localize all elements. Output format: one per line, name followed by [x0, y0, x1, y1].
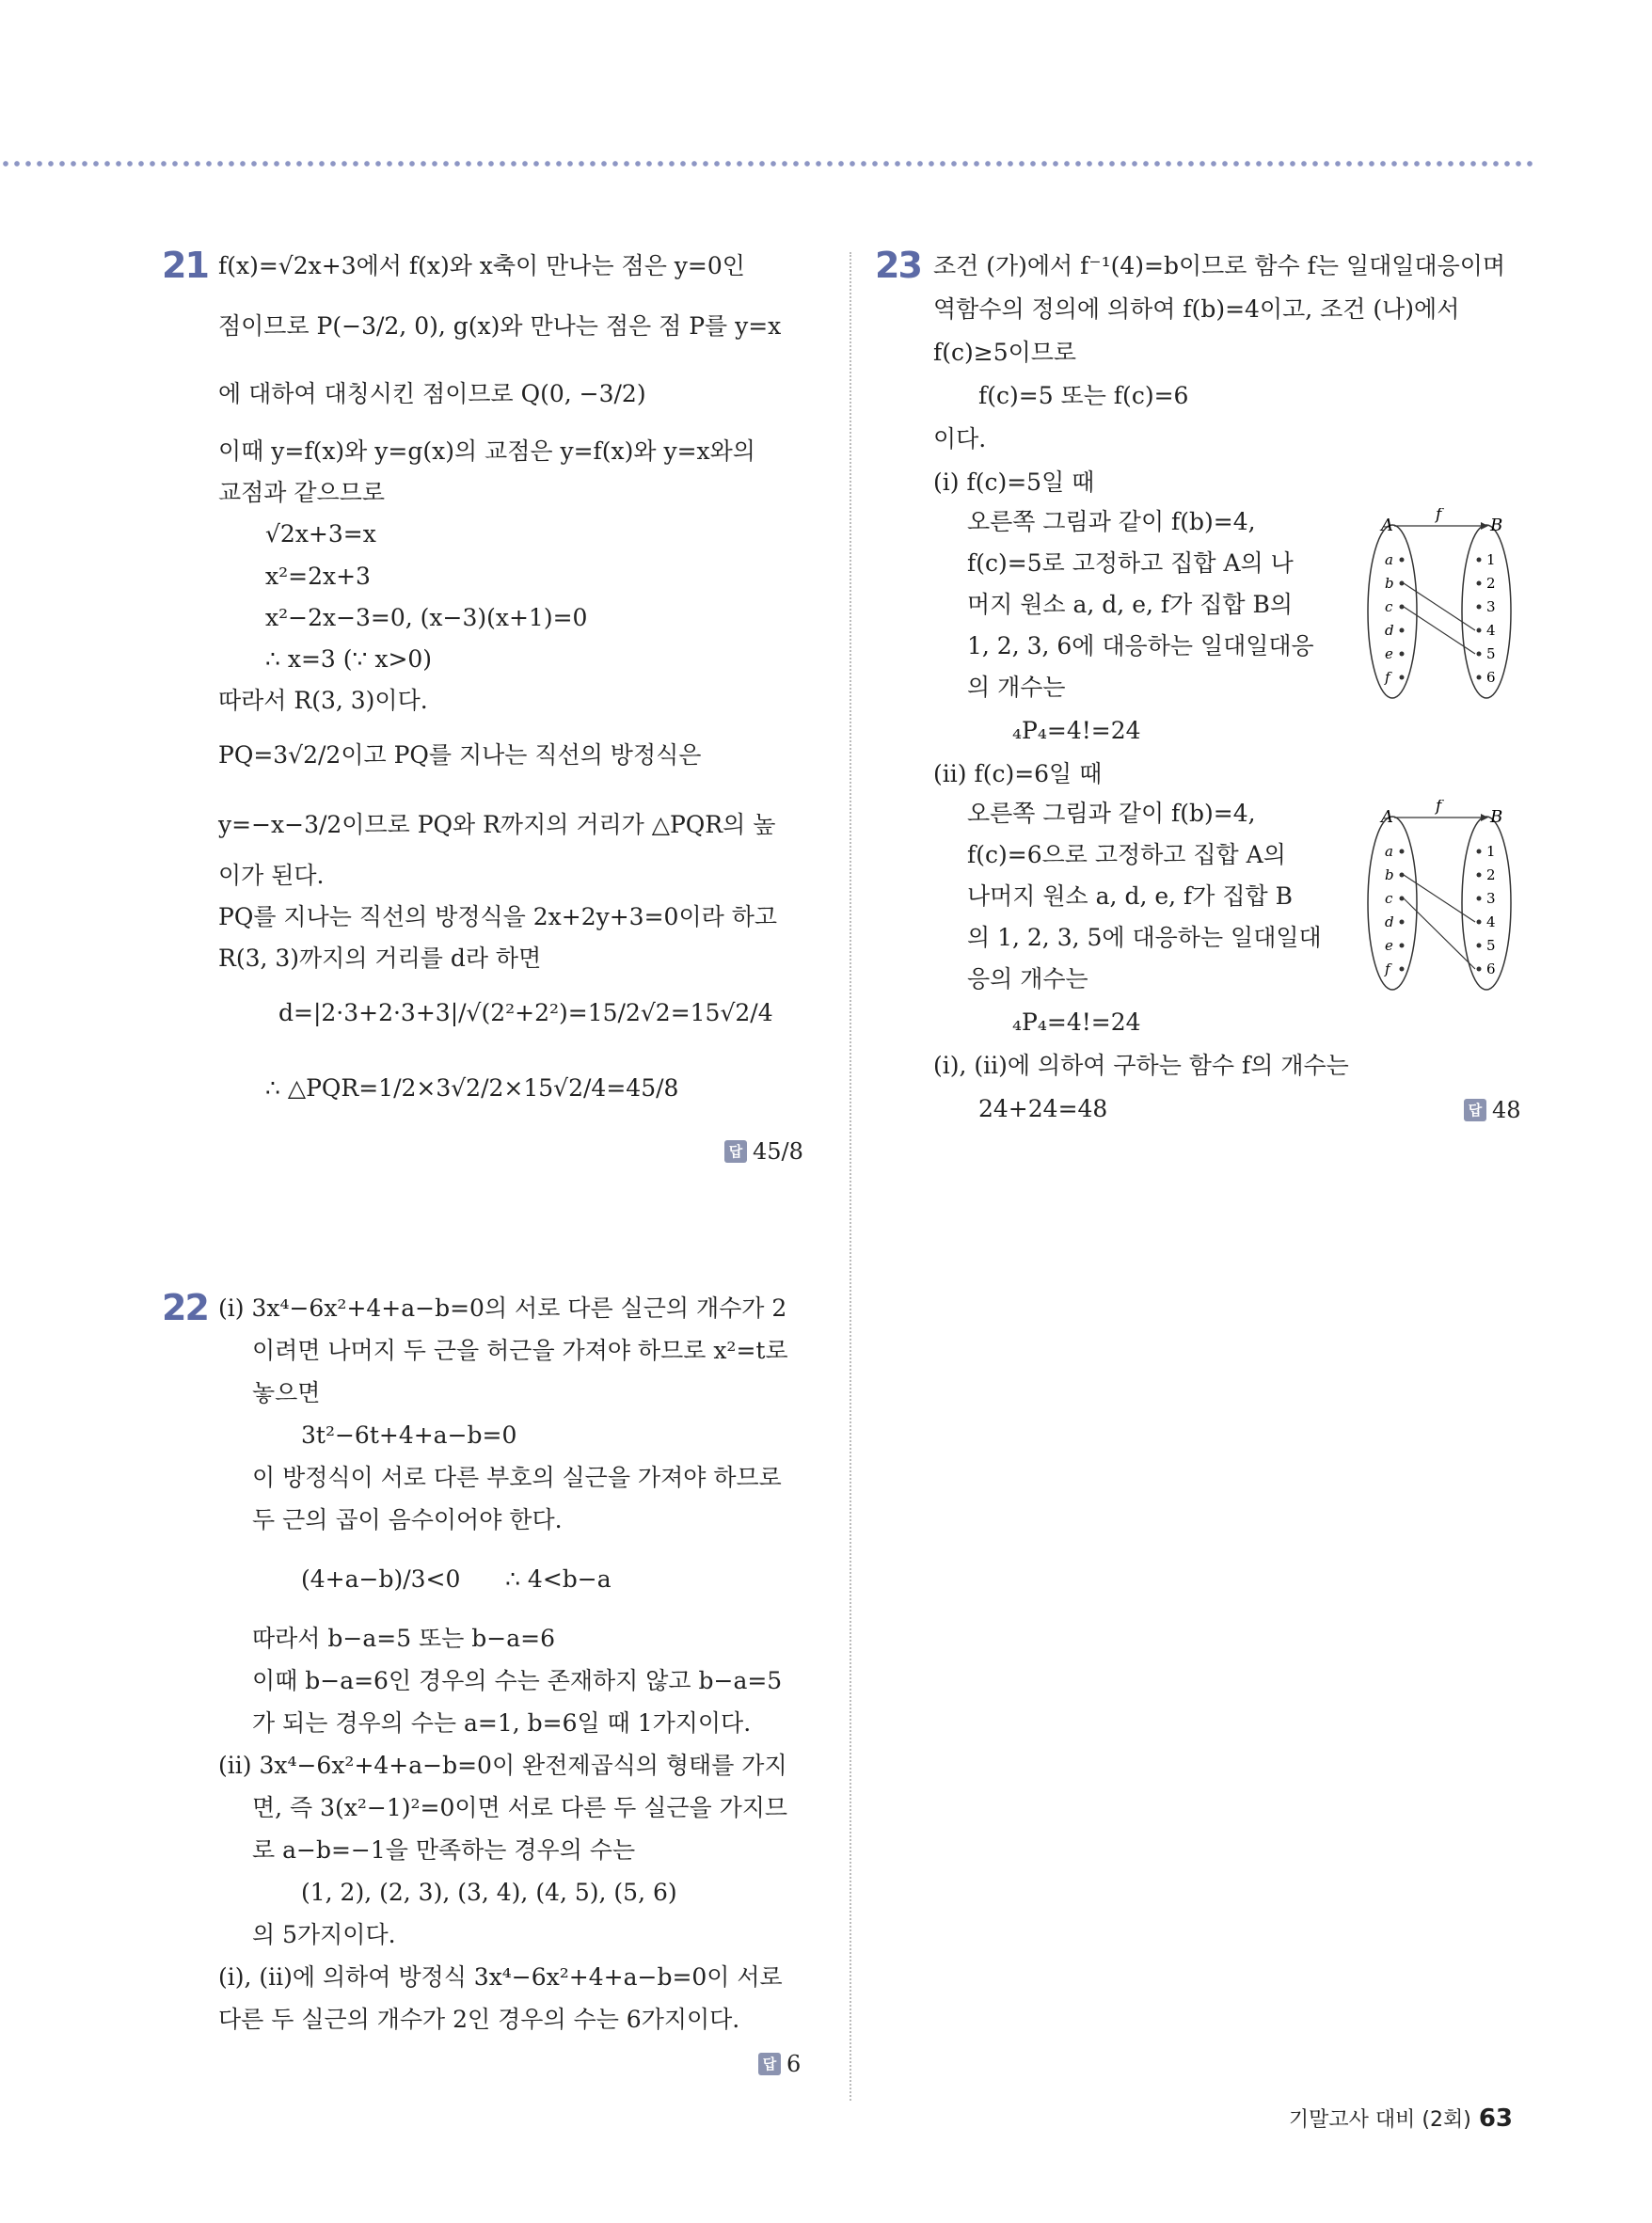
set-b-element: 1: [1486, 551, 1496, 568]
q22-line-1: (i) 3x⁴−6x²+4+a−b=0의 서로 다른 실근의 개수가 2: [218, 1294, 787, 1322]
q23-line-11: 의 개수는: [967, 674, 1066, 701]
set-a-label: A: [1381, 807, 1393, 827]
q23-line-1: 조건 (가)에서 f⁻¹(4)=b이므로 함수 f는 일대일대응이며: [933, 252, 1506, 279]
map-function-label: f: [1436, 508, 1442, 524]
q22-line-17: 다른 두 실근의 개수가 2인 경우의 수는 6가지이다.: [218, 2006, 740, 2033]
mapping-diagram-2: [1364, 800, 1552, 997]
top-dotted-rule: [0, 160, 1533, 167]
q22-line-16: (i), (ii)에 의하여 방정식 3x⁴−6x²+4+a−b=0이 서로: [218, 1963, 783, 1991]
set-b-element: 3: [1486, 890, 1496, 907]
q21-line-15: R(3, 3)까지의 거리를 d라 하면: [218, 945, 542, 972]
set-b-element: 5: [1486, 645, 1496, 662]
set-b-element: 5: [1486, 937, 1496, 954]
q22-line-11: (ii) 3x⁴−6x²+4+a−b=0이 완전제곱식의 형태를 가지: [218, 1752, 787, 1779]
q22-line-15: 의 5가지이다.: [252, 1921, 396, 1948]
q21-line-6: √2x+3=x: [265, 520, 376, 548]
set-a-element: b: [1385, 866, 1394, 883]
set-a-element: e: [1385, 645, 1393, 662]
q22-line-4: 3t²−6t+4+a−b=0: [301, 1421, 517, 1449]
q23-line-19: ₄P₄=4!=24: [1012, 1008, 1141, 1036]
q21-line-2: 점이므로 P(−3/2, 0), g(x)와 만나는 점은 점 P를 y=x: [218, 312, 782, 340]
q21-answer: [724, 1138, 803, 1165]
set-b-element: 3: [1486, 598, 1496, 615]
q21-line-8: x²−2x−3=0, (x−3)(x+1)=0: [265, 604, 588, 631]
q21-line-10: 따라서 R(3, 3)이다.: [218, 687, 428, 714]
q22-line-13: 로 a−b=−1을 만족하는 경우의 수는: [252, 1836, 636, 1864]
q23-line-9: 머지 원소 a, d, e, f가 집합 B의: [967, 591, 1293, 618]
q21-line-16: d=|2·3+2·3+3|/√(2²+2²)=15/2√2=15√2/4: [278, 999, 773, 1026]
answer-badge: 답: [724, 1140, 747, 1163]
q23-line-18: 응의 개수는: [967, 965, 1088, 992]
q22-line-6: 두 근의 곱이 음수이어야 한다.: [252, 1506, 563, 1533]
q23-line-8: f(c)=5로 고정하고 집합 A의 나: [967, 549, 1294, 577]
set-b-element: 4: [1486, 622, 1496, 639]
answer-badge: 답: [758, 2053, 781, 2075]
mapping-diagram-1: [1364, 508, 1552, 706]
q22-answer: [758, 2051, 801, 2077]
q23-line-15: f(c)=6으로 고정하고 집합 A의: [967, 841, 1286, 868]
q21-number: 21: [162, 245, 208, 286]
q22-line-12: 면, 즉 3(x²−1)²=0이면 서로 다른 두 실근을 가지므: [252, 1794, 788, 1821]
q23-line-2: 역함수의 정의에 의하여 f(b)=4이고, 조건 (나)에서: [933, 295, 1460, 323]
q21-line-3: 에 대하여 대칭시킨 점이므로 Q(0, −3/2): [218, 380, 646, 407]
q22-line-14: (1, 2), (2, 3), (3, 4), (4, 5), (5, 6): [301, 1879, 677, 1906]
set-a-element: f: [1385, 961, 1390, 977]
map-arrowhead: [1481, 814, 1488, 821]
q23-answer-value: 48: [1492, 1097, 1521, 1123]
q23-answer: [1464, 1097, 1521, 1123]
column-divider: [850, 252, 851, 2101]
set-a-elements: [1384, 551, 1405, 686]
q23-line-3: f(c)≥5이므로: [933, 339, 1077, 366]
set-a-element: c: [1385, 598, 1393, 615]
q21-line-14: PQ를 지나는 직선의 방정식을 2x+2y+3=0이라 하고: [218, 903, 777, 930]
q23-line-5: 이다.: [933, 425, 987, 453]
q21-answer-value: 45/8: [753, 1138, 803, 1165]
map-line-b-4: [1404, 875, 1475, 922]
set-b-element: 2: [1486, 866, 1496, 883]
q23-line-20: (i), (ii)에 의하여 구하는 함수 f의 개수는: [933, 1052, 1349, 1079]
q21-line-11: PQ=3√2/2이고 PQ를 지나는 직선의 방정식은: [218, 741, 702, 769]
q22-line-7: (4+a−b)/3<0 ∴ 4<b−a: [301, 1565, 612, 1593]
set-a-element: f: [1385, 669, 1390, 686]
q21-line-12: y=−x−3/2이므로 PQ와 R까지의 거리가 △PQR의 높: [218, 811, 776, 838]
set-b-label: B: [1490, 516, 1503, 535]
page-number: 63: [1478, 2104, 1513, 2133]
set-a-element: d: [1385, 622, 1394, 639]
q22-number: 22: [162, 1287, 208, 1328]
set-b-elements: [1477, 843, 1496, 977]
q23-line-17: 의 1, 2, 3, 5에 대응하는 일대일대: [967, 924, 1322, 951]
q23-line-14: 오른쪽 그림과 같이 f(b)=4,: [967, 800, 1256, 827]
q22-line-9: 이때 b−a=6인 경우의 수는 존재하지 않고 b−a=5: [252, 1667, 783, 1694]
q22-line-2: 이려면 나머지 두 근을 허근을 가져야 하므로 x²=t로: [252, 1337, 788, 1364]
q21-line-5: 교점과 같으므로: [218, 479, 385, 506]
map-arrowhead: [1481, 522, 1488, 530]
map-line-b-4: [1404, 583, 1475, 630]
q23-line-12: ₄P₄=4!=24: [1012, 717, 1141, 744]
q23-line-13: (ii) f(c)=6일 때: [933, 760, 1103, 787]
set-a-element: b: [1385, 575, 1394, 592]
set-b-element: 6: [1486, 669, 1496, 686]
q21-line-4: 이때 y=f(x)와 y=g(x)의 교점은 y=f(x)와 y=x와의: [218, 437, 755, 465]
set-a-element: e: [1385, 937, 1393, 954]
q23-line-16: 나머지 원소 a, d, e, f가 집합 B: [967, 882, 1293, 910]
q23-number: 23: [875, 245, 921, 286]
q22-line-5: 이 방정식이 서로 다른 부호의 실근을 가져야 하므로: [252, 1464, 782, 1491]
set-a-element: a: [1385, 551, 1393, 568]
set-a-elements: [1384, 843, 1405, 977]
q23-line-7: 오른쪽 그림과 같이 f(b)=4,: [967, 508, 1256, 535]
set-a-element: a: [1385, 843, 1393, 860]
set-b-elements: [1477, 551, 1496, 686]
q21-line-9: ∴ x=3 (∵ x>0): [265, 645, 433, 673]
set-a-element: c: [1385, 890, 1393, 907]
q22-line-10: 가 되는 경우의 수는 a=1, b=6일 때 1가지이다.: [252, 1709, 752, 1737]
set-b-element: 1: [1486, 843, 1496, 860]
q22-line-8: 따라서 b−a=5 또는 b−a=6: [252, 1625, 556, 1652]
q23-line-4: f(c)=5 또는 f(c)=6: [978, 382, 1189, 409]
q21-line-1: f(x)=√2x+3에서 f(x)와 x축이 만나는 점은 y=0인: [218, 252, 745, 279]
map-line-c-6: [1404, 898, 1475, 969]
page-footer: [1289, 2104, 1513, 2133]
answer-badge: 답: [1464, 1099, 1486, 1121]
q23-line-21: 24+24=48: [978, 1095, 1108, 1122]
q23-line-6: (i) f(c)=5일 때: [933, 468, 1095, 496]
footer-label: 기말고사 대비 (2회): [1288, 2108, 1471, 2132]
q21-line-7: x²=2x+3: [265, 563, 371, 590]
q22-answer-value: 6: [786, 2051, 802, 2077]
set-b-element: 6: [1486, 961, 1496, 977]
set-b-element: 2: [1486, 575, 1496, 592]
set-a-label: A: [1381, 516, 1393, 535]
q21-line-17: ∴ △PQR=1/2×3√2/2×15√2/4=45/8: [265, 1074, 679, 1102]
set-a-element: d: [1385, 913, 1394, 930]
set-b-element: 4: [1486, 913, 1496, 930]
q22-line-3: 놓으면: [252, 1379, 321, 1406]
set-b-label: B: [1490, 807, 1503, 827]
q23-line-10: 1, 2, 3, 6에 대응하는 일대일대응: [967, 632, 1314, 659]
map-function-label: f: [1436, 800, 1442, 816]
q21-line-13: 이가 된다.: [218, 862, 325, 889]
